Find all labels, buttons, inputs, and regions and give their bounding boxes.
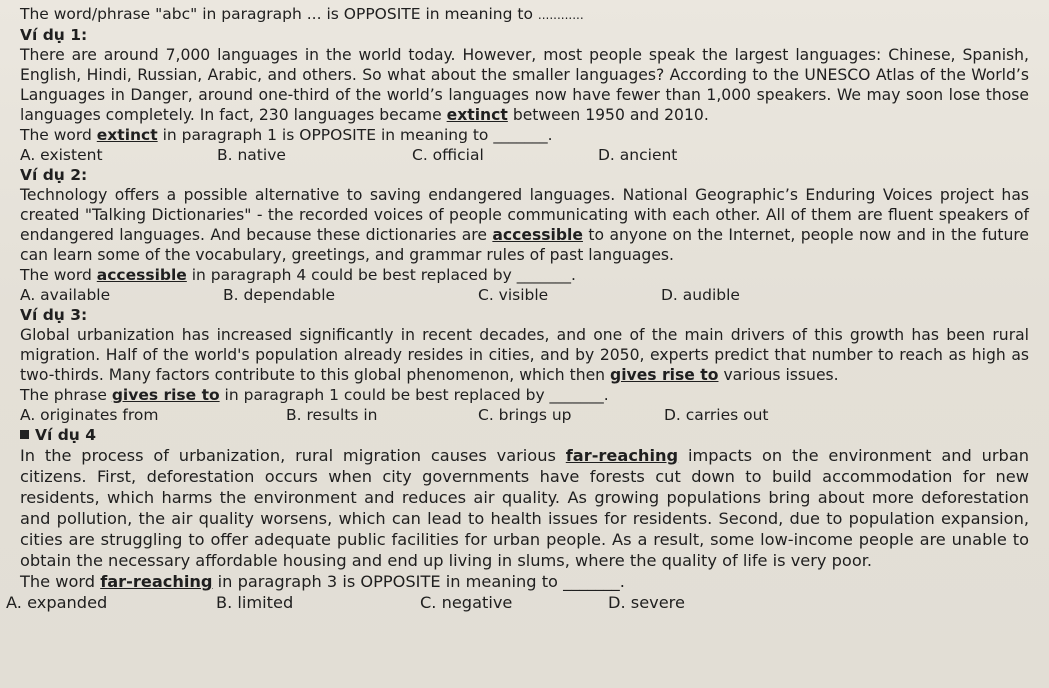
example-1 (20, 25, 1029, 165)
answer-options (20, 145, 1029, 165)
example-heading: Ví dụ 3: (20, 306, 88, 324)
example-heading (20, 425, 1029, 445)
bullet-square-icon (20, 430, 29, 439)
option-b: B. dependable (223, 286, 336, 304)
passage-text: There are around 7,000 languages in the world today. However, most people speak the largest languages: Chinese, Spanish, English, Hindi, Russian, Arabic, and others. So what about the smaller languages? According to the UNESCO Atlas of the World’s Languages in Danger, around one-third of the world’s languages now have fewer than 1,000 speakers. We may soon lose those languages completely. In fact, 230 languages became (20, 46, 1029, 124)
option-a: A. existent (20, 146, 103, 164)
answer-options (20, 285, 1029, 305)
keyword-highlight: gives rise to (610, 366, 719, 384)
example-4 (6, 425, 1029, 613)
question-text: in paragraph 1 could be best replaced by _______. (219, 386, 609, 404)
passage-text: between 1950 and 2010. (507, 106, 709, 124)
keyword-highlight: accessible (492, 226, 583, 244)
option-a: A. available (20, 286, 111, 304)
title-dots: ............ (537, 8, 584, 22)
passage-text: Technology offers a possible alternative to saving endangered languages. National Geographic’s Enduring Voices project has created "Talking Dictionaries" - the recorded voices of people communicating with each other. All of them are fluent speakers of endangered languages. And because these dictionaries are (20, 186, 1029, 244)
option-c: C. negative (420, 593, 513, 612)
question-text: in paragraph 1 is OPPOSITE in meaning to _______. (157, 126, 553, 144)
passage-paragraph (20, 45, 1029, 125)
option-c: C. visible (478, 286, 549, 304)
question-stem (20, 571, 1029, 592)
option-a: A. expanded (6, 593, 108, 612)
example-heading: Ví dụ 2: (20, 166, 88, 184)
passage-text: various issues. (718, 366, 839, 384)
option-c: C. official (412, 146, 484, 164)
title-text: The word/phrase "abc" in paragraph ... is OPPOSITE in meaning to (20, 5, 533, 23)
keyword-highlight: extinct (446, 106, 508, 124)
question-stem (20, 125, 1029, 145)
passage-text: In the process of urbanization, rural migration causes various (20, 446, 566, 465)
passage-text: Global urbanization has increased significantly in recent decades, and one of the main drivers of this growth has been rural migration. Half of the world's population already resides in cities, and by 2050, experts predict that number to reach as high as two-thirds. Many factors contribute to this global phenomenon, which then (20, 326, 1029, 384)
question-stem (20, 385, 1029, 405)
question-text: in paragraph 4 could be best replaced by _______. (186, 266, 576, 284)
question-stem (20, 265, 1029, 285)
question-text: The phrase (20, 386, 112, 404)
option-d: D. audible (661, 286, 740, 304)
keyword-highlight: accessible (96, 266, 187, 284)
option-c: C. brings up (478, 406, 572, 424)
example-heading: Ví dụ 1: (20, 26, 88, 44)
keyword-highlight: far-reaching (565, 446, 679, 465)
option-b: B. results in (286, 406, 378, 424)
passage-text: to anyone on the Internet, people now and in the future can learn some of the vocabulary, greetings, and grammar rules of past languages. (20, 226, 1029, 264)
keyword-highlight: gives rise to (111, 386, 220, 404)
question-text: The word (20, 126, 97, 144)
worksheet-title (20, 4, 1029, 25)
option-d: D. carries out (664, 406, 769, 424)
question-text: in paragraph 3 is OPPOSITE in meaning to _______. (212, 572, 625, 591)
example-heading-text: Ví dụ 4 (35, 426, 97, 444)
question-text: The word (20, 572, 101, 591)
passage-text: impacts on the environment and urban citizens. First, deforestation occurs when city governments have forests cut down to build accommodation for new residents, which harms the environment and reduces air quality. As growing populations bring about more deforestation and pollution, the air quality worsens, which can lead to health issues for residents. Second, due to population expansion, cities are struggling to offer adequate public facilities for urban people. As a result, some low-income people are unable to obtain the necessary affordable housing and end up living in slums, where the quality of life is very poor. (20, 446, 1029, 570)
passage-paragraph (20, 185, 1029, 265)
option-b: B. limited (216, 593, 294, 612)
keyword-highlight: extinct (96, 126, 158, 144)
answer-options (20, 405, 1029, 425)
passage-paragraph (20, 325, 1029, 385)
option-b: B. native (217, 146, 286, 164)
question-text: The word (20, 266, 97, 284)
example-3 (20, 305, 1029, 425)
answer-options (6, 592, 1029, 613)
option-a: A. originates from (20, 406, 159, 424)
keyword-highlight: far-reaching (100, 572, 213, 591)
option-d: D. ancient (598, 146, 678, 164)
passage-paragraph (20, 445, 1029, 571)
option-d: D. severe (608, 593, 685, 612)
example-2 (20, 165, 1029, 305)
